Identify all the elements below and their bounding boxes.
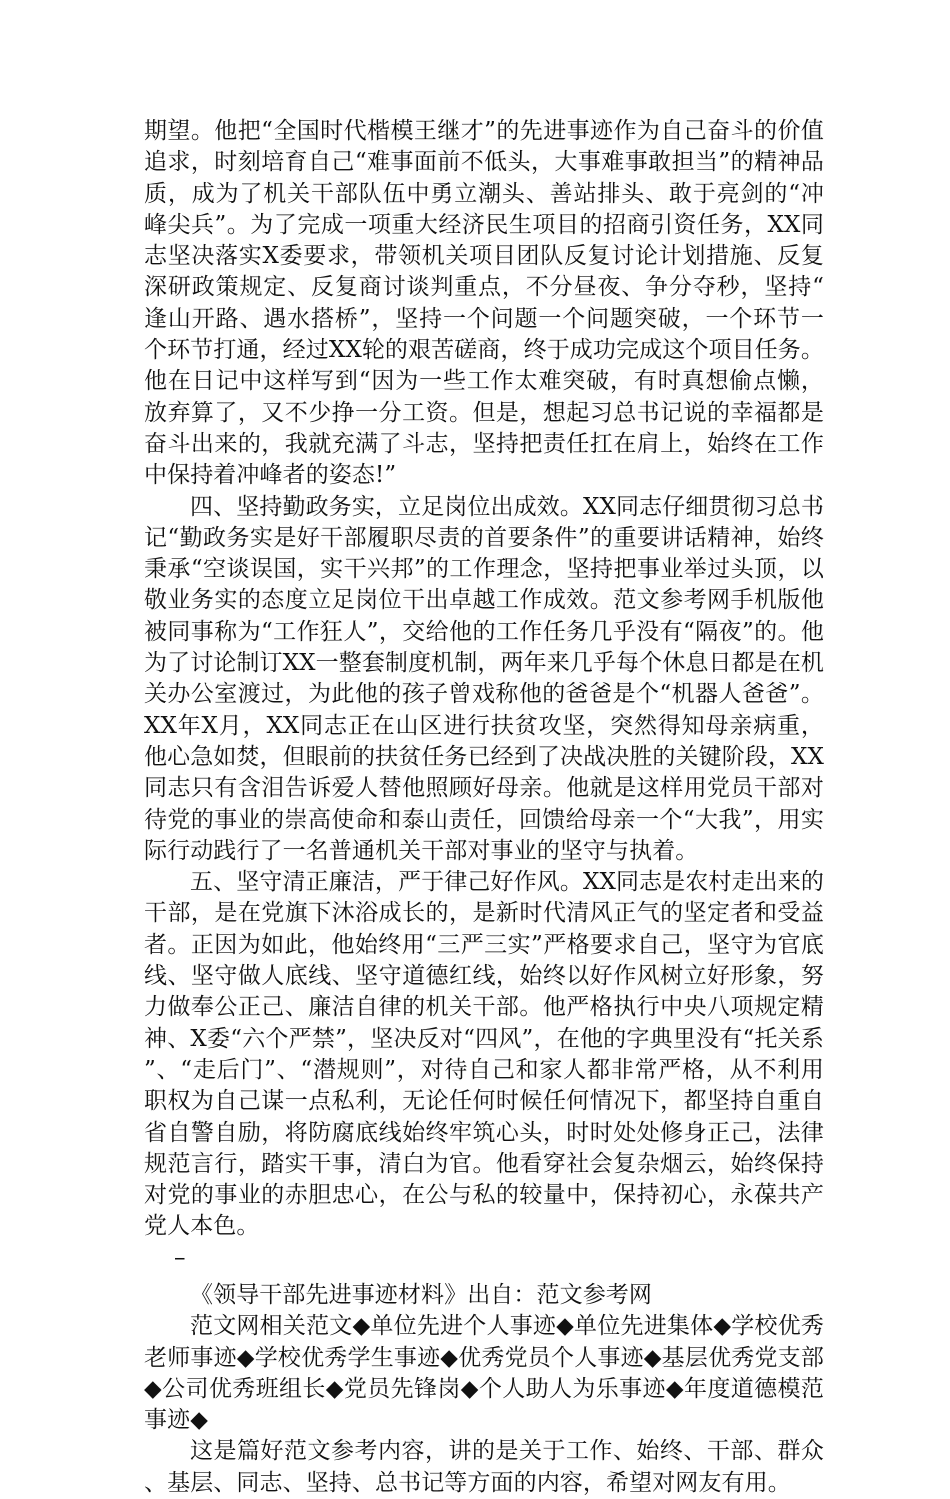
paragraph-section-five: 五、坚守清正廉洁，严于律己好作风。XX同志是农村走出来的干部，是在党旗下沐浴成长的，是新时代清风正气的坚定者和受益者。正因为如此，他始终用“三严三实”严格要求自己，坚守为官底线、坚守做人底线、坚守道德红线，始终以好作风树立好形象，努力做奉公正己、廉洁自律的机关干部。他严格执行中央八项规定精神、X委“六个严禁”，坚决反对“四风”，在他的字典里没有“托关系”、“走后门”、“潜规则”，对待自己和家人都非常严格，从不利用职权为自己谋一点私利，无论任何时候任何情况下，都坚持自重自省自警自励，将防腐底线始终牢筑心头，时时处处修身正己，法律规范言行，踏实干事，清白为官。他看穿社会复杂烟云，始终保持对党的事业的赤胆忠心，在公与私的较量中，保持初心，永葆共产党人本色。 xyxy=(144,869,824,1240)
paragraph-continuation: 期望。他把“全国时代楷模王继才”的先进事迹作为自己奋斗的价值追求，时刻培育自己“难事面前不低头，大事难事敢担当”的精神品质，成为了机关干部队伍中勇立潮头、善站排头、敢于亮剑的“冲峰尖兵”。为了完成一项重大经济民生项目的招商引资任务，XX同志坚决落实X委要求，带领机关项目团队反复讨论计划措施、反复深研政策规定、反复商讨谈判重点，不分昼夜、争分夺秒，坚持“逢山开路、遇水搭桥”，坚持一个问题一个问题突破，一个环节一个环节打通，经过XX轮的艰苦磋商，终于成功完成这个项目任务。他在日记中这样写到“因为一些工作太难突破，有时真想偷点懒，放弃算了，又不少挣一分工资。但是，想起习总书记说的幸福都是奋斗出来的，我就充满了斗志，坚持把责任扛在肩上，始终在工作中保持着冲峰者的姿态!” xyxy=(144,118,824,489)
summary-paragraph: 这是篇好范文参考内容，讲的是关于工作、始终、干部、群众、基层、同志、坚持、总书记等方面的内容，希望对网友有用。 xyxy=(144,1438,824,1496)
document-page xyxy=(144,116,824,1499)
related-articles: 范文网相关范文◆单位先进个人事迹◆单位先进集体◆学校优秀老师事迹◆学校优秀学生事迹◆优秀党员个人事迹◆基层优秀党支部◆公司优秀班组长◆党员先锋岗◆个人助人为乐事迹◆年度道德模范事迹◆ xyxy=(144,1313,824,1434)
paragraph-section-four: 四、坚持勤政务实，立足岗位出成效。XX同志仔细贯彻习总书记“勤政务实是好干部履职尽责的首要条件”的重要讲话精神，始终秉承“空谈误国，实干兴邦”的工作理念，坚持把事业举过头顶，以敬业务实的态度立足岗位干出卓越工作成效。范文参考网手机版他被同事称为“工作狂人”，交给他的工作任务几乎没有“隔夜”的。他为了讨论制订XX一整套制度机制，两年来几乎每个休息日都是在机关办公室渡过，为此他的孩子曾戏称他的爸爸是个“机器人爸爸”。XX年X月，XX同志正在山区进行扶贫攻坚，突然得知母亲病重，他心急如焚，但眼前的扶贫任务已经到了决战决胜的关键阶段，XX同志只有含泪告诉爱人替他照顾好母亲。他就是这样用党员干部对待党的事业的崇高使命和泰山责任，回馈给母亲一个“大我”，用实际行动践行了一名普通机关干部对事业的坚守与执着。 xyxy=(144,493,824,864)
separator-dash: – xyxy=(174,1244,186,1271)
source-line: 《领导干部先进事迹材料》出自：范文参考网 xyxy=(190,1281,652,1308)
